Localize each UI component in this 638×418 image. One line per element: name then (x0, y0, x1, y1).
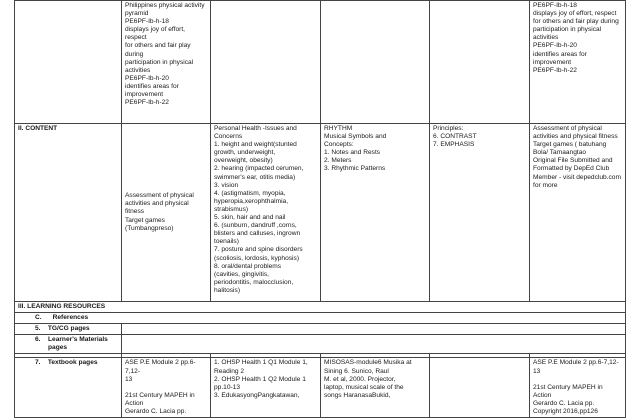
content-cell-col3: Personal Health -Issues and Concerns 1. height and weight(stunted growth, underweight, overweight, obesity) 2. hearing (impacted cerumen, swimmer's ear, otitis media) 3. vision 4. (astigmatism, myopia, hyperopia,xerophthalmia, strabismus) 5. skin, hair and and nail 6. (sunburn, dandruff ,corns, blisters and calluses, ingrown toenails) 7. posture and spine disorders (scoliosis, lordosis, kyphosis) 8. oral/dental problems (cavities, gingivitis, periodontitis, malocclusion, halitosis) (211, 124, 321, 302)
references-heading (15, 313, 626, 324)
tg-pages-label: TG/CG pages (47, 325, 90, 333)
content-row (15, 124, 626, 302)
learners-materials-row (15, 335, 626, 354)
content-cell-col2: Assessment of physical activities and physical fitness Target games (Tumbangpreso) (122, 124, 211, 302)
tg-pages-value (122, 324, 626, 335)
textbook-cell-col3: 1. OHSP Health 1 Q1 Module 1, Reading 2 2. OHSP Health 1 Q2 Module 1 pp.10-13 3. EdukasyongPangkatawan, (211, 358, 321, 418)
textbook-cell-col5 (430, 358, 530, 418)
lesson-plan-table (14, 0, 626, 418)
competency-cell-col4 (321, 1, 430, 124)
tg-pages-letter: 5. (35, 325, 41, 333)
content-label: II. CONTENT (15, 124, 122, 302)
textbook-pages-label: Textbook pages (47, 359, 98, 367)
textbook-pages-label-cell (15, 358, 122, 418)
textbook-cell-col2: ASE P.E Module 2 pp.6-7,12- 13 21st Century MAPEH in Action Gerardo C. Lacia pp. (122, 358, 211, 418)
content-cell-col6: Assessment of physical activities and physical fitness Target games ( batuhang Bola/ Tamaangtao Original File Submitted and Formatted by DepEd Club Member - visit depedclub.com for more (530, 124, 626, 302)
learners-materials-value (122, 335, 626, 354)
content-cell-col4: RHYTHM Musical Symbols and Concepts: 1. Notes and Rests 2. Meters 3. Rhythmic Patterns (321, 124, 430, 302)
competency-cell-col5 (430, 1, 530, 124)
textbook-pages-letter: 7. (35, 359, 41, 367)
textbook-cell-col4: MISOSAS-module6 Musika at Sining 6. Sunico, Raul M. et al, 2000. Projector, laptop, musical scale of the songs HaranasaBukid, (321, 358, 430, 418)
learning-resources-row (15, 302, 626, 313)
references-letter: C. (35, 314, 42, 322)
competency-cell-col2: Philippines physical activity pyramid PE6PF-Ib-h-18 displays joy of effort, respect for others and fair play during participation in physical activities PE6PF-Ib-h-20 identifies areas for improvement PE6PF-Ib-h-22 (122, 1, 211, 124)
references-row (15, 313, 626, 324)
competency-row (15, 1, 626, 124)
learners-materials-letter: 6. (35, 336, 41, 344)
references-label: References (52, 314, 89, 322)
competency-cell-col3 (211, 1, 321, 124)
learners-materials-label: Learner's Materials pages (48, 336, 108, 352)
competency-cell-col6: PE6PF-Ib-h-18 displays joy of effort, respect for others and fair play during participation in physical activities PE6PF-Ib-h-20 identifies areas for improvement PE6PF-Ib-h-22 (530, 1, 626, 124)
learning-resources-label: III. LEARNING RESOURCES (15, 302, 626, 313)
learners-materials-label-cell (15, 335, 122, 354)
row-label-cell (15, 1, 122, 124)
textbook-pages-row (15, 358, 626, 418)
textbook-cell-col6: ASE P.E Module 2 pp.6-7,12-13 21st Century MAPEH in Action Gerardo C. Lacia pp. Copyright 2016,pp126 (530, 358, 626, 418)
tg-pages-label-cell (15, 324, 122, 335)
tg-pages-row (15, 324, 626, 335)
content-cell-col5: Principles: 6. CONTRAST 7. EMPHASIS (430, 124, 530, 302)
